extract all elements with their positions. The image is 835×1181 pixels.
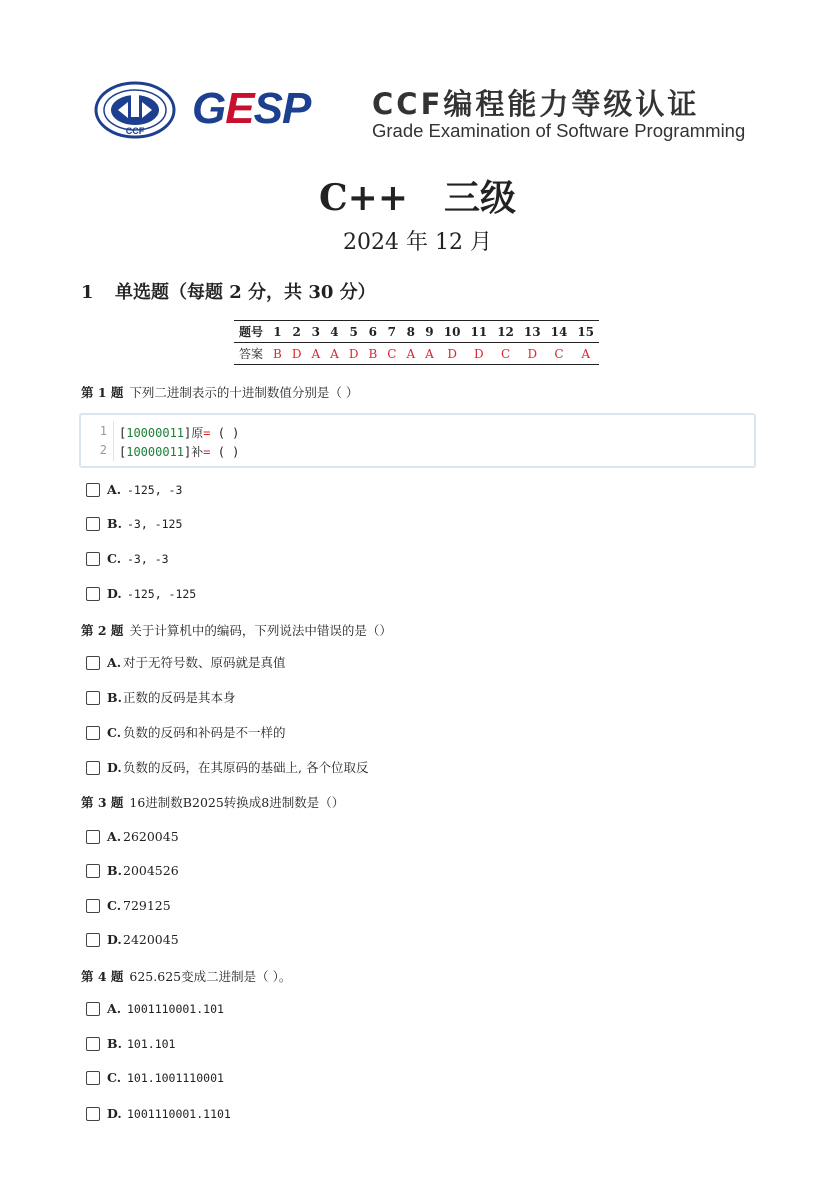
code-gutter-divider bbox=[113, 421, 114, 461]
option-text: 正数的反码是其本身 bbox=[123, 690, 236, 705]
option-text: 1001110001.1101 bbox=[127, 1107, 231, 1121]
code-operator: = bbox=[203, 445, 211, 459]
option-label: C. bbox=[107, 551, 122, 566]
answer-table-answer-row bbox=[234, 343, 599, 365]
checkbox[interactable] bbox=[86, 1002, 100, 1016]
option-text: 101.1001110001 bbox=[127, 1071, 224, 1085]
option-label: D. bbox=[107, 586, 122, 601]
option-text: 1001110001.101 bbox=[127, 1002, 224, 1016]
option-label: B. bbox=[107, 690, 122, 705]
option-label: A. bbox=[107, 482, 122, 497]
answer-table-question-number: 15 bbox=[572, 321, 599, 343]
option-label: C. bbox=[107, 898, 122, 913]
answer-table bbox=[234, 320, 599, 365]
option-text: -3, -3 bbox=[127, 552, 169, 566]
option-text: -125, -125 bbox=[127, 587, 197, 601]
answer-table-question-number: 6 bbox=[363, 321, 382, 343]
checkbox[interactable] bbox=[86, 830, 100, 844]
question-4 bbox=[81, 967, 291, 985]
answer-table-answer: C bbox=[492, 343, 519, 365]
question-text: 16进制数B2025转换成8进制数是（） bbox=[129, 795, 345, 810]
answer-table-answer: A bbox=[420, 343, 439, 365]
answer-table-question-number: 12 bbox=[492, 321, 519, 343]
section-heading bbox=[81, 278, 376, 304]
answer-table-answer: C bbox=[382, 343, 401, 365]
checkbox[interactable] bbox=[86, 517, 100, 531]
org-title-cn: CCF编程能力等级认证 bbox=[372, 87, 700, 121]
answer-table-question-number: 8 bbox=[401, 321, 420, 343]
checkbox[interactable] bbox=[86, 483, 100, 497]
exam-date: 2024 年 12 月 bbox=[343, 230, 492, 255]
answer-table-question-number: 7 bbox=[382, 321, 401, 343]
answer-table-question-number: 9 bbox=[420, 321, 439, 343]
checkbox[interactable] bbox=[86, 1037, 100, 1051]
answer-table-question-number: 11 bbox=[466, 321, 493, 343]
answer-table-header-label: 题号 bbox=[234, 321, 268, 343]
answer-table-question-number: 4 bbox=[325, 321, 344, 343]
code-literal: 10000011 bbox=[126, 445, 185, 459]
option-label: D. bbox=[107, 932, 122, 947]
section-title: 单选题（每题 2 分，共 30 分） bbox=[115, 282, 376, 303]
answer-table-answer-label: 答案 bbox=[234, 343, 268, 365]
option-text: 2004526 bbox=[123, 863, 179, 878]
checkbox[interactable] bbox=[86, 1107, 100, 1121]
answer-table-answer: D bbox=[519, 343, 546, 365]
code-text: ( ) bbox=[210, 445, 240, 459]
option-label: B. bbox=[107, 1036, 122, 1051]
checkbox[interactable] bbox=[86, 1071, 100, 1085]
option-text: 对于无符号数、原码就是真值 bbox=[123, 655, 286, 670]
question-2 bbox=[81, 621, 392, 639]
option-text: -3, -125 bbox=[127, 517, 183, 531]
org-title-en: Grade Examination of Software Programming bbox=[372, 120, 746, 141]
question-text: 下列二进制表示的十进制数值分别是（ ） bbox=[129, 385, 359, 400]
checkbox[interactable] bbox=[86, 691, 100, 705]
option-label: A. bbox=[107, 655, 122, 670]
answer-table-answer: D bbox=[287, 343, 307, 365]
option-label: C. bbox=[107, 1070, 122, 1085]
question-number: 第 3 题 bbox=[81, 795, 124, 810]
answer-table-question-number: 14 bbox=[546, 321, 573, 343]
answer-table-question-number: 1 bbox=[268, 321, 287, 343]
code-text: ]原 bbox=[184, 426, 204, 440]
checkbox[interactable] bbox=[86, 587, 100, 601]
code-line bbox=[119, 443, 239, 460]
checkbox[interactable] bbox=[86, 761, 100, 775]
checkbox[interactable] bbox=[86, 552, 100, 566]
code-operator: = bbox=[203, 426, 211, 440]
option-text: 729125 bbox=[123, 898, 171, 913]
option-text: 2420045 bbox=[123, 932, 179, 947]
document-header bbox=[92, 78, 752, 146]
answer-table-answer: D bbox=[344, 343, 364, 365]
option-label: B. bbox=[107, 863, 122, 878]
option-text: 101.101 bbox=[127, 1037, 176, 1051]
question-3 bbox=[81, 793, 344, 811]
question-number: 第 4 题 bbox=[81, 969, 124, 984]
option-text: -125, -3 bbox=[127, 483, 183, 497]
answer-table-answer: A bbox=[325, 343, 344, 365]
option-label: A. bbox=[107, 829, 122, 844]
question-number: 第 2 题 bbox=[81, 623, 124, 638]
checkbox[interactable] bbox=[86, 933, 100, 947]
section-number: 1 bbox=[81, 282, 94, 303]
answer-table-question-number: 13 bbox=[519, 321, 546, 343]
ccf-seal-logo bbox=[94, 81, 176, 139]
answer-table-answer: B bbox=[268, 343, 287, 365]
option-label: B. bbox=[107, 516, 122, 531]
option-label: C. bbox=[107, 725, 122, 740]
code-literal: 10000011 bbox=[126, 426, 185, 440]
exam-title: C++ 三级 bbox=[319, 177, 516, 219]
checkbox[interactable] bbox=[86, 726, 100, 740]
question-text: 625.625变成二进制是（ ）。 bbox=[129, 969, 292, 984]
answer-table-answer: A bbox=[401, 343, 420, 365]
option-text: 2620045 bbox=[123, 829, 179, 844]
code-text: ]补 bbox=[184, 445, 204, 459]
answer-table-question-number: 10 bbox=[439, 321, 466, 343]
answer-table-answer: D bbox=[466, 343, 493, 365]
answer-table-answer: A bbox=[572, 343, 599, 365]
option-label: A. bbox=[107, 1001, 122, 1016]
answer-table-question-number: 2 bbox=[287, 321, 307, 343]
option-label: D. bbox=[107, 1106, 122, 1121]
answer-table-question-number: 3 bbox=[306, 321, 325, 343]
code-line-number: 2 bbox=[99, 443, 107, 457]
option-label: D. bbox=[107, 760, 122, 775]
question-1 bbox=[81, 383, 358, 401]
question-number: 第 1 题 bbox=[81, 385, 124, 400]
option-text: 负数的反码和补码是不一样的 bbox=[123, 725, 286, 740]
gesp-logo: GESP bbox=[192, 84, 311, 133]
checkbox[interactable] bbox=[86, 864, 100, 878]
question-text: 关于计算机中的编码，下列说法中错误的是（） bbox=[129, 623, 392, 638]
answer-table-header-row bbox=[234, 321, 599, 343]
code-bracket: [ bbox=[119, 445, 127, 459]
checkbox[interactable] bbox=[86, 899, 100, 913]
option-text: 负数的反码，在其原码的基础上, 各个位取反 bbox=[123, 760, 369, 775]
code-line-number: 1 bbox=[99, 424, 107, 438]
answer-table-answer: C bbox=[546, 343, 573, 365]
answer-table-answer: D bbox=[439, 343, 466, 365]
answer-table-answer: A bbox=[306, 343, 325, 365]
code-line bbox=[119, 424, 239, 441]
code-block bbox=[79, 413, 756, 468]
answer-table-question-number: 5 bbox=[344, 321, 364, 343]
svg-text:CCF: CCF bbox=[125, 126, 145, 136]
code-bracket: [ bbox=[119, 426, 127, 440]
code-text: ( ) bbox=[210, 426, 240, 440]
checkbox[interactable] bbox=[86, 656, 100, 670]
answer-table-answer: B bbox=[363, 343, 382, 365]
